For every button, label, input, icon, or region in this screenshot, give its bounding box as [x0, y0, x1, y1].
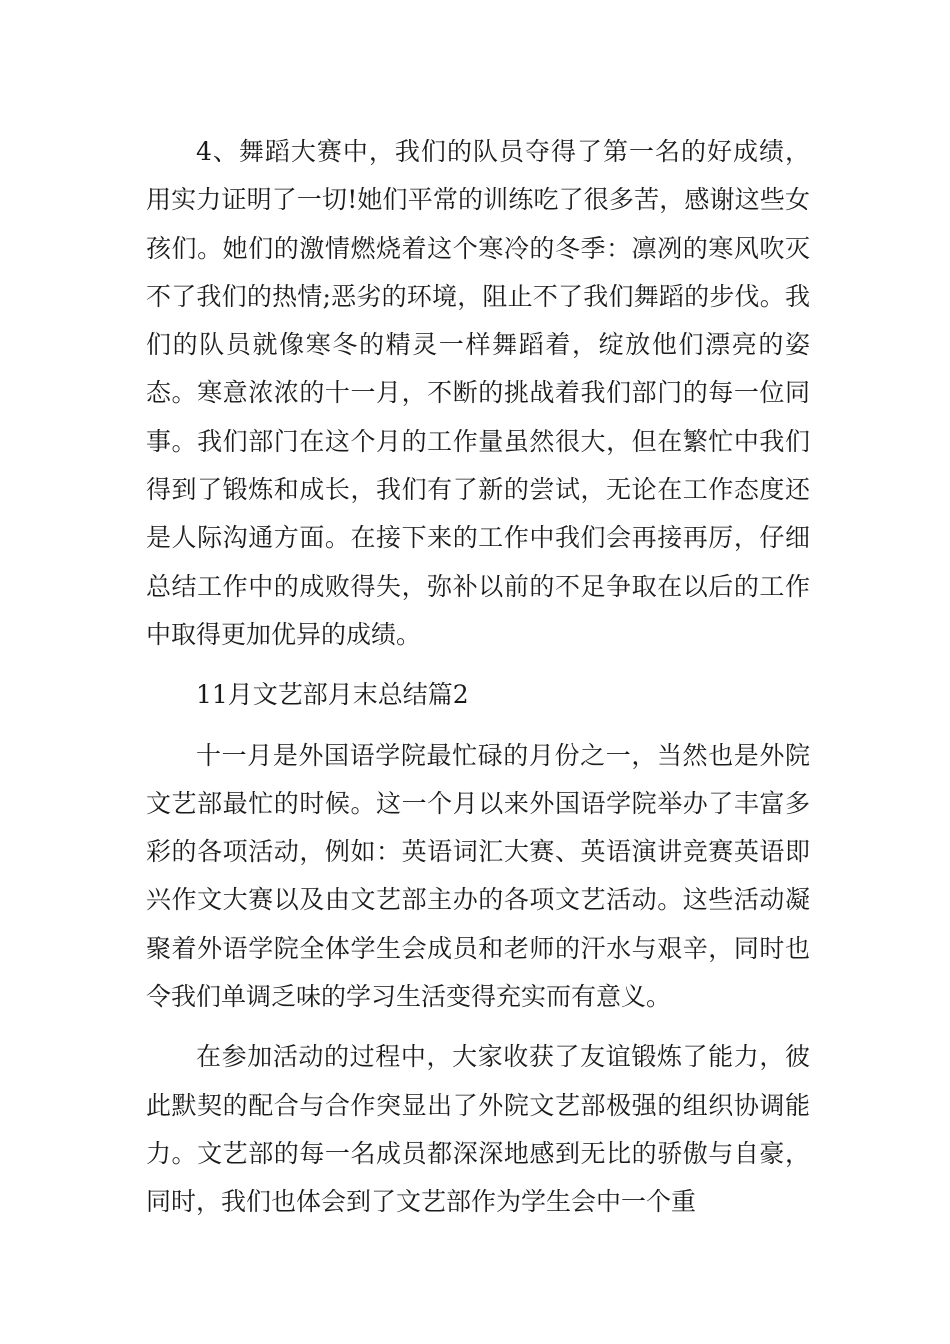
paragraph-participation: 在参加活动的过程中，大家收获了友谊锻炼了能力，彼此默契的配合与合作突显出了外院文艺部极强的组织协调能力。文艺部的每一名成员都深深地感到无比的骄傲与自豪，同时，我们也体会到了文艺部作为学生会中一个重 — [146, 1042, 810, 1217]
section-heading: 11月文艺部月末总结篇2 — [196, 680, 469, 710]
paragraph-november-activities: 十一月是外国语学院最忙碌的月份之一，当然也是外院文艺部最忙的时候。这一个月以来外国语学院举办了丰富多彩的各项活动，例如：英语词汇大赛、英语演讲竞赛英语即兴作文大赛以及由文艺部主办的各项文艺活动。这些活动凝聚着外语学院全体学生会成员和老师的汗水与艰辛，同时也令我们单调乏味的学习生活变得充实而有意义。 — [146, 740, 810, 1012]
paragraph-dance-contest: 4、舞蹈大赛中，我们的队员夺得了第一名的好成绩，用实力证明了一切!她们平常的训练吃了很多苦，感谢这些女孩们。她们的激情燃烧着这个寒冷的冬季：凛冽的寒风吹灭不了我们的热情;恶劣的环境，阻止不了我们舞蹈的步伐。我们的队员就像寒冬的精灵一样舞蹈着，绽放他们漂亮的姿态。寒意浓浓的十一月，不断的挑战着我们部门的每一位同事。我们部门在这个月的工作量虽然很大，但在繁忙中我们得到了锻炼和成长，我们有了新的尝试，无论在工作态度还是人际沟通方面。在接下来的工作中我们会再接再厉，仔细总结工作中的成败得失，弥补以前的不足争取在以后的工作中取得更加优异的成绩。 — [146, 137, 810, 649]
document-body — [146, 128, 810, 1227]
